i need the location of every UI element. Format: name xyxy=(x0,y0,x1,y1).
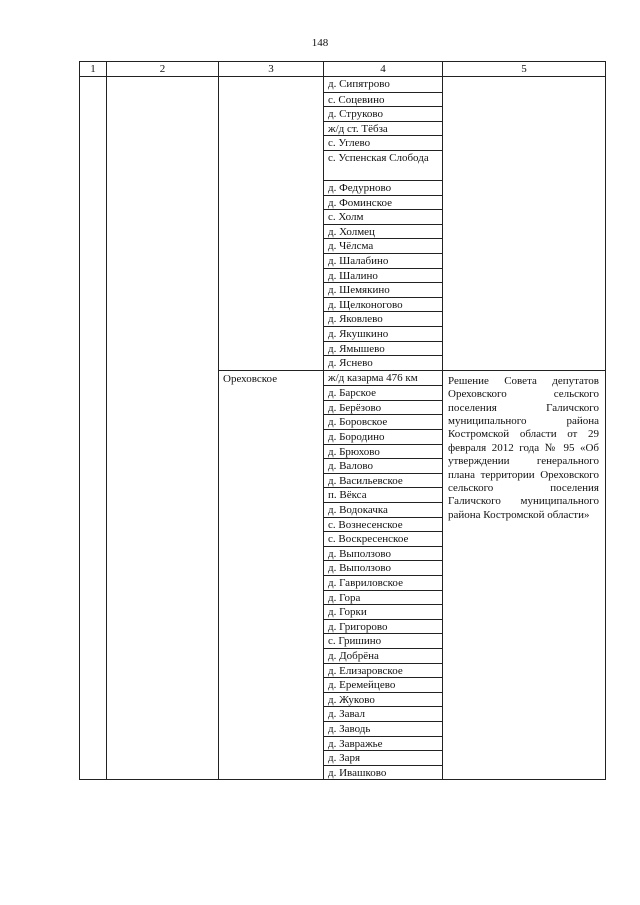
page-number: 148 xyxy=(311,37,329,49)
place-name: д. Горки xyxy=(324,604,442,619)
place-name: д. Струково xyxy=(324,106,442,121)
place-name: д. Щелконогово xyxy=(324,297,442,312)
place-name: д. Григорово xyxy=(324,619,442,634)
place-name: д. Шемякино xyxy=(324,282,442,297)
place-name: д. Заводь xyxy=(324,721,442,736)
place-name: д. Барское xyxy=(324,385,442,400)
place-name: д. Ивашково xyxy=(324,765,442,780)
place-name: д. Холмец xyxy=(324,224,442,239)
place-name: д. Выползово xyxy=(324,560,442,575)
column-header-1: 1 xyxy=(80,62,107,77)
place-name: д. Выползово xyxy=(324,546,442,561)
column-header-5: 5 xyxy=(443,62,606,77)
settlements-table xyxy=(79,61,606,780)
cell-col-2 xyxy=(107,77,219,780)
place-name: д. Ямышево xyxy=(324,341,442,356)
decision-text xyxy=(443,77,606,371)
column-header-4: 4 xyxy=(324,62,443,77)
place-name: д. Яснево xyxy=(324,355,442,370)
settlement-name: Ореховское xyxy=(219,370,324,780)
place-name: д. Елизаровское xyxy=(324,663,442,678)
place-name: д. Фоминское xyxy=(324,195,442,210)
place-name: ж/д ст. Тёбза xyxy=(324,121,442,136)
place-name: д. Федурново xyxy=(324,180,442,195)
column-header-3: 3 xyxy=(219,62,324,77)
place-name: д. Бородино xyxy=(324,429,442,444)
place-name: с. Вознесенское xyxy=(324,517,442,532)
place-name: с. Холм xyxy=(324,209,442,224)
places-cell xyxy=(324,370,443,780)
place-name: с. Воскресенское xyxy=(324,531,442,546)
place-name: д. Заря xyxy=(324,750,442,765)
place-name: с. Соцевино xyxy=(324,92,442,107)
place-name: д. Якушкино xyxy=(324,326,442,341)
decision-text: Решение Совета депутатов Ореховского сельского поселения Галичского муниципального района Костромской области от 29 февраля 2012 года № 95 «Об утверждении генерального плана территории Ореховского сельского поселения Галичского муниципального района Костромской области» xyxy=(443,370,606,780)
place-name: с. Углево xyxy=(324,135,442,150)
column-header-row xyxy=(80,62,606,77)
place-name: д. Шалабино xyxy=(324,253,442,268)
place-name: д. Гора xyxy=(324,590,442,605)
place-name: д. Добрёна xyxy=(324,648,442,663)
place-name: д. Завражье xyxy=(324,736,442,751)
place-name: п. Вёкса xyxy=(324,487,442,502)
place-name: д. Чёлсма xyxy=(324,238,442,253)
place-name: д. Водокачка xyxy=(324,502,442,517)
place-name: д. Васильевское xyxy=(324,473,442,488)
place-name: ж/д казарма 476 км xyxy=(328,371,418,384)
place-name: д. Брюхово xyxy=(324,444,442,459)
place-name: с. Гришино xyxy=(324,633,442,648)
place-name: д. Завал xyxy=(324,706,442,721)
place-name: д. Боровское xyxy=(324,414,442,429)
places-list xyxy=(324,371,442,780)
places-cell xyxy=(324,77,443,371)
place-name: д. Яковлево xyxy=(324,311,442,326)
place-name: д. Шалино xyxy=(324,268,442,283)
places-list xyxy=(324,77,442,370)
group-row xyxy=(80,77,606,371)
column-header-2: 2 xyxy=(107,62,219,77)
place-name: д. Валово xyxy=(324,458,442,473)
settlement-name xyxy=(219,77,324,371)
place-name: д. Жуково xyxy=(324,692,442,707)
place-name: с. Успенская Слобода xyxy=(324,150,442,180)
cell-col-1 xyxy=(80,77,107,780)
place-name: д. Берёзово xyxy=(324,400,442,415)
place-name: д. Сипятрово xyxy=(328,78,390,90)
place-name: д. Еремейцево xyxy=(324,677,442,692)
place-name: д. Гавриловское xyxy=(324,575,442,590)
